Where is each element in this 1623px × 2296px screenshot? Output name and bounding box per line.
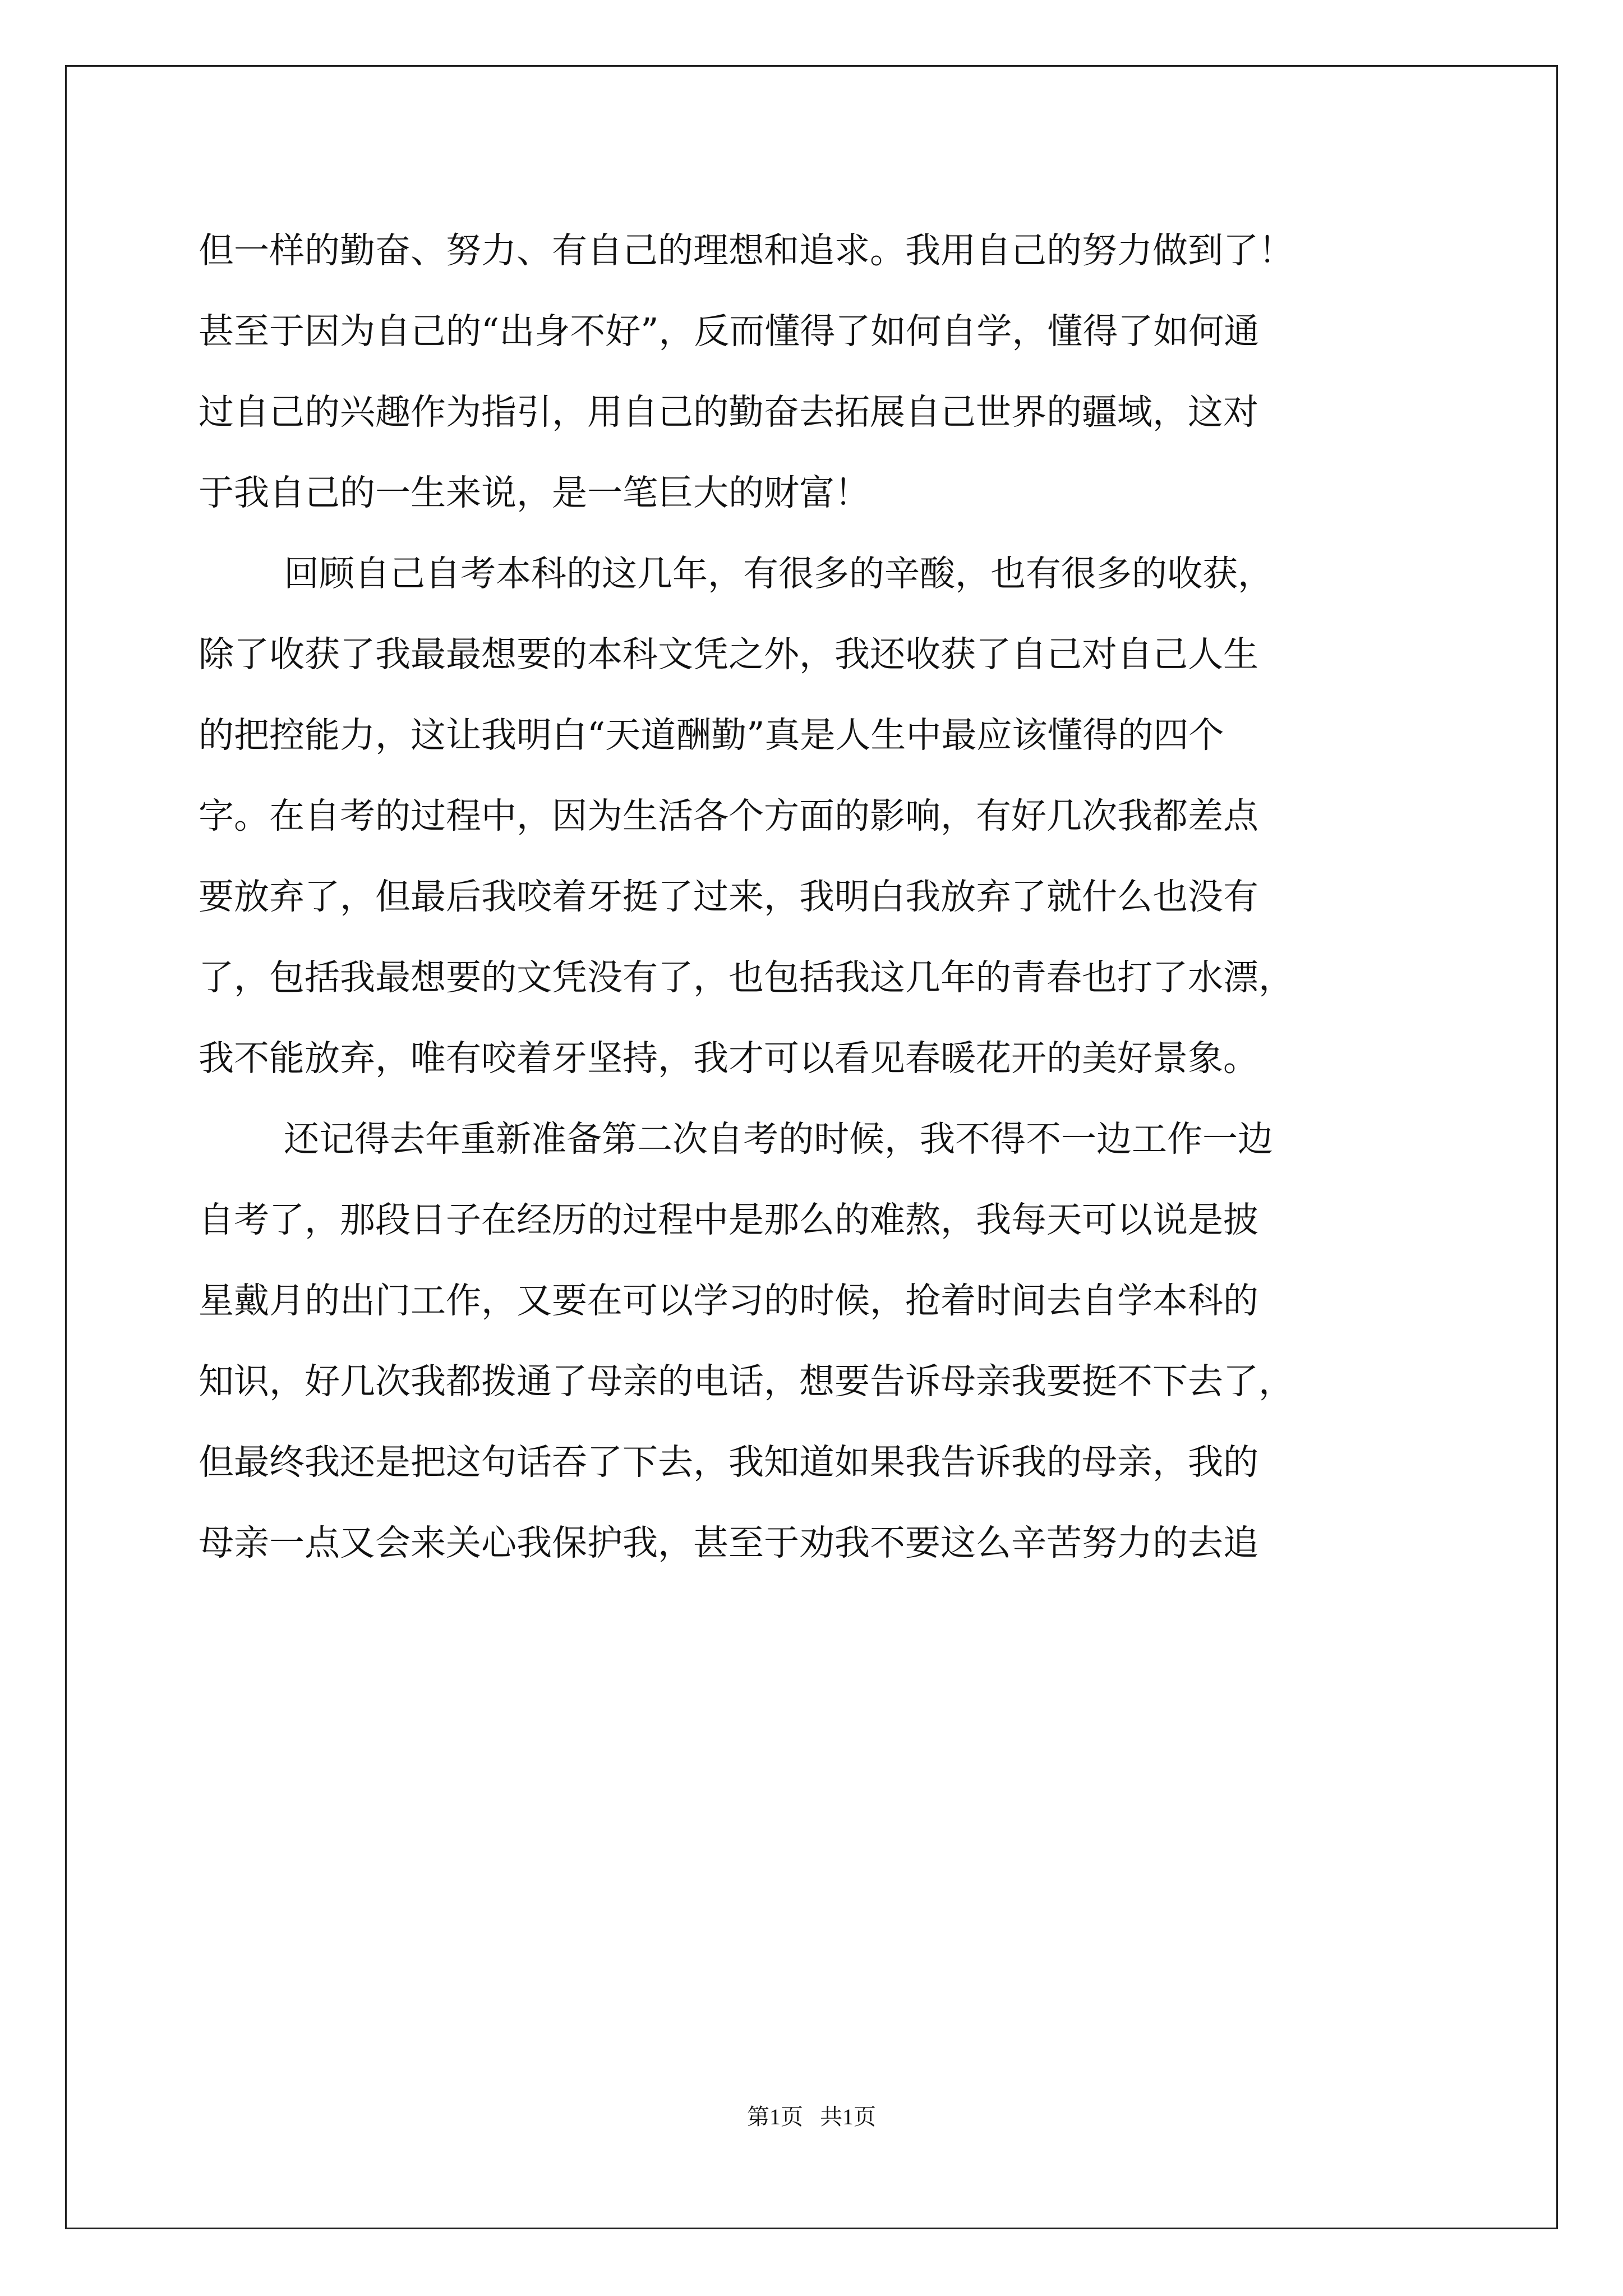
text-line: 母亲一点又会来关心我保护我，甚至于劝我不要这么辛苦努力的去追 bbox=[199, 1522, 1258, 1563]
text-line: 于我自己的一生来说，是一笔巨大的财富！ bbox=[199, 472, 870, 513]
text-line: 了，包括我最想要的文凭没有了，也包括我这几年的青春也打了水漂， bbox=[199, 957, 1294, 998]
text-line: 过自己的兴趣作为指引，用自己的勤奋去拓展自己世界的疆域，这对 bbox=[199, 392, 1258, 432]
text-line: 要放弃了，但最后我咬着牙挺了过来，我明白我放弃了就什么也没有 bbox=[199, 876, 1258, 917]
text-line: 的把控能力，这让我明白“天道酬勤”真是人生中最应该懂得的四个 bbox=[199, 715, 1224, 756]
text-line: 字。在自考的过程中，因为生活各个方面的影响，有好几次我都差点 bbox=[199, 795, 1258, 836]
text-line: 甚至于因为自己的“出身不好”，反而懂得了如何自学，懂得了如何通 bbox=[199, 311, 1260, 352]
page-number-footer: 第1页 共1页 bbox=[747, 2104, 876, 2129]
text-line: 星戴月的出门工作，又要在可以学习的时候，抢着时间去自学本科的 bbox=[199, 1280, 1258, 1321]
text-line: 但最终我还是把这句话吞了下去，我知道如果我告诉我的母亲，我的 bbox=[199, 1442, 1258, 1483]
text-line: 除了收获了我最最想要的本科文凭之外，我还收获了自己对自己人生 bbox=[199, 634, 1258, 675]
text-line: 我不能放弃，唯有咬着牙坚持，我才可以看见春暖花开的美好景象。 bbox=[199, 1038, 1258, 1079]
text-line: 知识，好几次我都拨通了母亲的电话，想要告诉母亲我要挺不下去了， bbox=[199, 1361, 1294, 1402]
paragraph-first-line: 回顾自己自考本科的这几年，有很多的辛酸，也有很多的收获， bbox=[284, 553, 1273, 594]
text-line: 但一样的勤奋、努力、有自己的理想和追求。我用自己的努力做到了！ bbox=[199, 230, 1294, 271]
paragraph-first-line: 还记得去年重新准备第二次自考的时候，我不得不一边工作一边 bbox=[284, 1119, 1273, 1159]
text-line: 自考了，那段日子在经历的过程中是那么的难熬，我每天可以说是披 bbox=[199, 1199, 1258, 1240]
document-body bbox=[199, 210, 1432, 1584]
